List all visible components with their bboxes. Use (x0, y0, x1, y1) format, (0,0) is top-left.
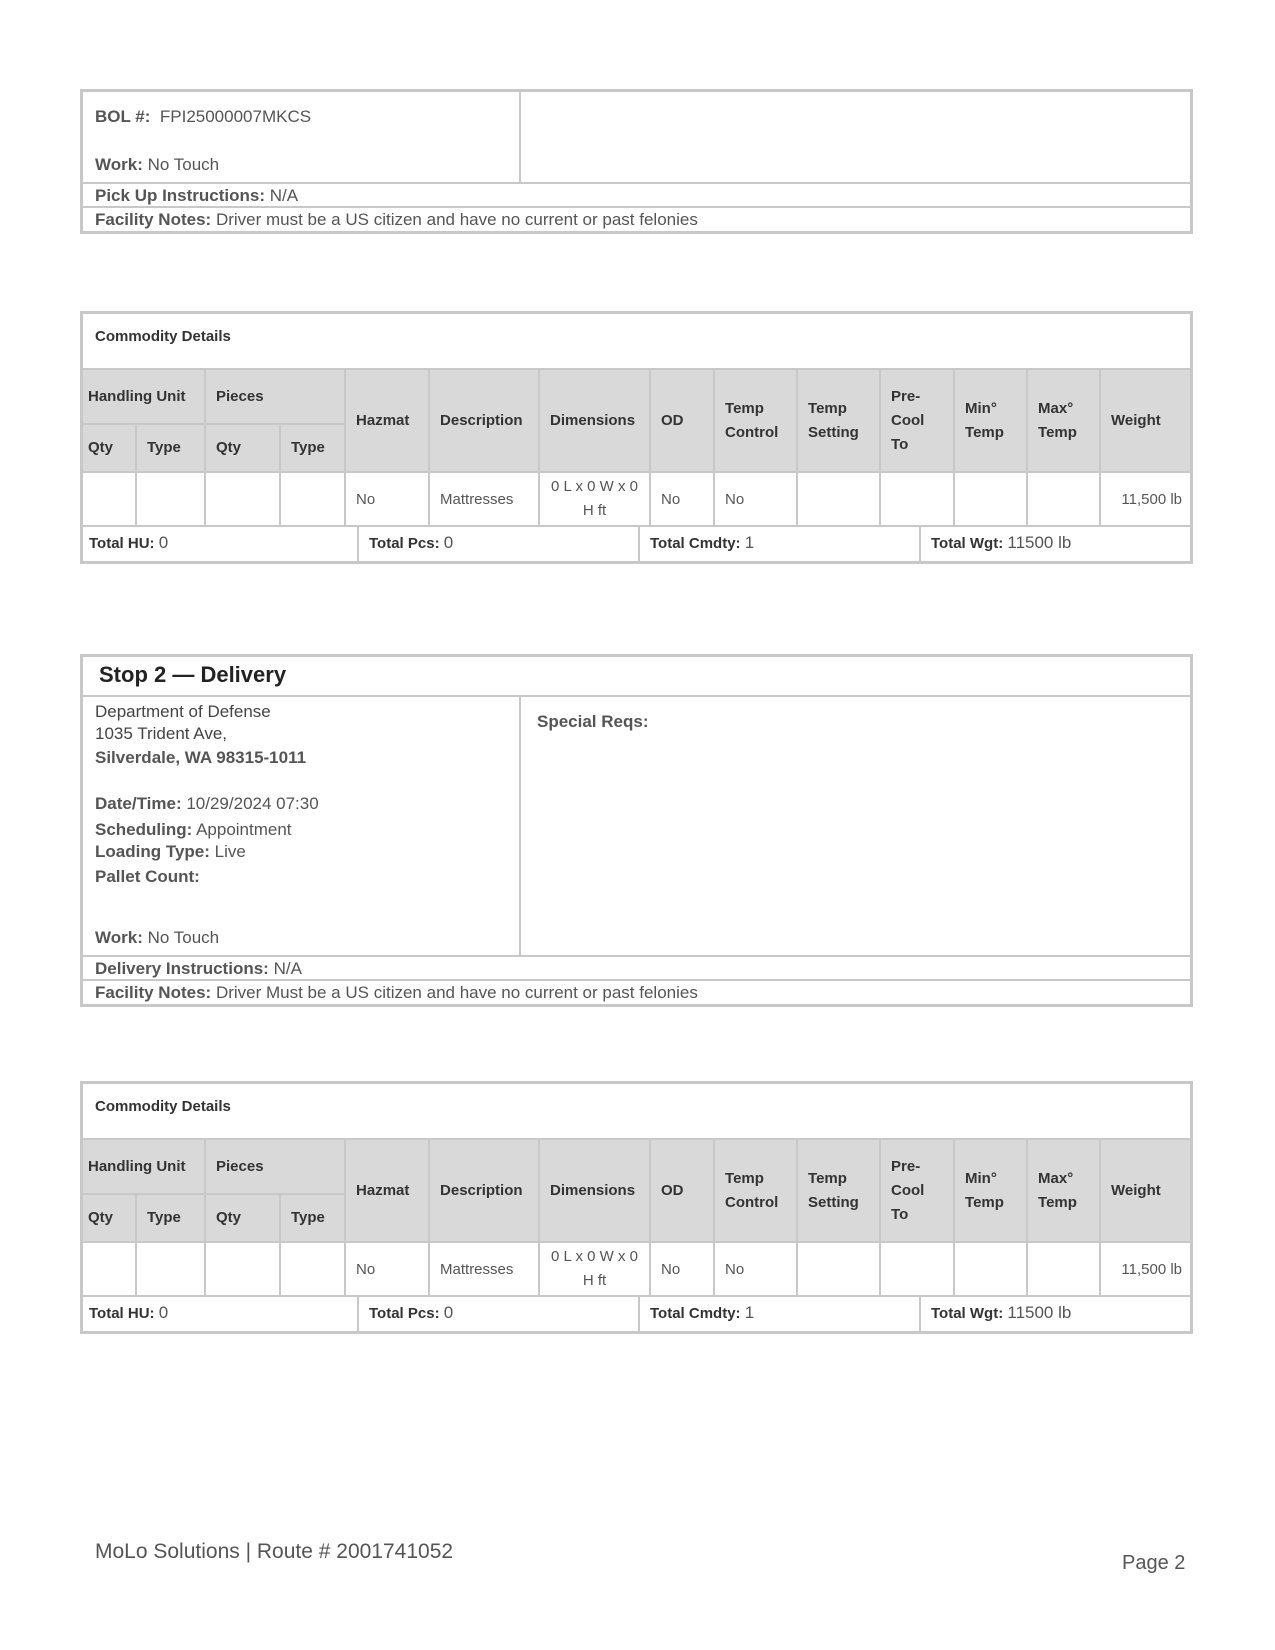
cell-temp-control: No (714, 472, 797, 526)
pickup-bol-cell (83, 92, 521, 182)
cell-pre-cool (880, 1242, 954, 1296)
total-pcs (359, 527, 640, 561)
loading-value: Live (214, 842, 246, 861)
total-cmdty (640, 1297, 921, 1331)
pickup-instructions-label: Pick Up Instructions: (95, 186, 266, 205)
cell-max-temp (1027, 472, 1100, 526)
total-cmdty-value: 1 (744, 1303, 755, 1322)
cell-dimensions: 0 L x 0 W x 0 H ft (539, 1242, 650, 1296)
pickup-facility-value: Driver must be a US citizen and have no current or past felonies (215, 210, 698, 229)
th-max-temp: Max° Temp (1027, 1140, 1100, 1242)
cell-max-temp (1027, 1242, 1100, 1296)
pallet-label: Pallet Count: (95, 867, 200, 886)
commodity-details-2 (80, 1081, 1193, 1334)
total-wgt (921, 527, 1190, 561)
total-wgt-label: Total Wgt: (931, 1305, 1004, 1322)
cell-hu-type (136, 472, 205, 526)
stop-work-label: Work: (95, 928, 143, 947)
total-wgt-value: 11500 lb (1007, 1303, 1072, 1322)
cell-pre-cool (880, 472, 954, 526)
th-pcs-qty: Qty (205, 424, 280, 472)
cell-hu-qty (83, 1242, 136, 1296)
th-description: Description (429, 370, 539, 472)
commodity-totals (83, 1297, 1190, 1331)
datetime-label: Date/Time: (95, 794, 182, 813)
total-pcs-label: Total Pcs: (369, 535, 440, 552)
pickup-empty-cell (521, 92, 1190, 182)
cell-temp-setting (797, 472, 880, 526)
total-hu (83, 527, 359, 561)
th-pcs-type: Type (280, 1194, 345, 1242)
cell-description: Mattresses (429, 472, 539, 526)
th-hazmat: Hazmat (345, 1140, 429, 1242)
commodity-table (83, 1140, 1190, 1297)
cell-min-temp (954, 472, 1027, 526)
commodity-title: Commodity Details (83, 1084, 1190, 1140)
footer-page-number: Page 2 (1122, 1552, 1186, 1574)
total-hu (83, 1297, 359, 1331)
cell-od: No (650, 472, 714, 526)
work-value: No Touch (147, 155, 220, 174)
stop-address-line: 1035 Trident Ave, (95, 724, 228, 743)
th-max-temp: Max° Temp (1027, 370, 1100, 472)
th-hu-type: Type (136, 1194, 205, 1242)
th-hu-qty: Qty (83, 424, 136, 472)
loading-label: Loading Type: (95, 842, 210, 861)
delivery-facility-value: Driver Must be a US citizen and have no current or past felonies (215, 983, 698, 1002)
cell-pcs-qty (205, 1242, 280, 1296)
bol-value: FPI25000007MKCS (159, 107, 312, 126)
commodity-row (83, 472, 1190, 526)
th-temp-setting: Temp Setting (797, 1140, 880, 1242)
total-pcs-value: 0 (443, 1303, 454, 1322)
total-cmdty (640, 527, 921, 561)
stop-company-name: Department of Defense (95, 702, 271, 721)
scheduling-value: Appointment (196, 820, 292, 839)
th-dimensions: Dimensions (539, 1140, 650, 1242)
th-min-temp: Min° Temp (954, 1140, 1027, 1242)
th-temp-control: Temp Control (714, 1140, 797, 1242)
th-pieces: Pieces (205, 370, 345, 424)
total-wgt-label: Total Wgt: (931, 535, 1004, 552)
cell-pcs-qty (205, 472, 280, 526)
cell-hazmat: No (345, 1242, 429, 1296)
stop-2-box (80, 654, 1193, 1007)
cell-pcs-type (280, 472, 345, 526)
cell-weight: 11,500 lb (1100, 472, 1190, 526)
special-reqs-label: Special Reqs: (537, 712, 649, 731)
pickup-instructions-value: N/A (269, 186, 299, 205)
cell-hu-type (136, 1242, 205, 1296)
cell-hu-qty (83, 472, 136, 526)
total-pcs (359, 1297, 640, 1331)
cell-weight: 11,500 lb (1100, 1242, 1190, 1296)
commodity-totals (83, 527, 1190, 561)
th-weight: Weight (1100, 370, 1190, 472)
total-wgt-value: 11500 lb (1007, 533, 1072, 552)
th-hazmat: Hazmat (345, 370, 429, 472)
total-hu-label: Total HU: (89, 535, 155, 552)
th-min-temp: Min° Temp (954, 370, 1027, 472)
th-od: OD (650, 370, 714, 472)
th-pcs-qty: Qty (205, 1194, 280, 1242)
stop-title: Stop 2 — Delivery (99, 662, 287, 687)
th-pre-cool: Pre-Cool To (880, 1140, 954, 1242)
total-pcs-label: Total Pcs: (369, 1305, 440, 1322)
cell-od: No (650, 1242, 714, 1296)
th-hu-qty: Qty (83, 1194, 136, 1242)
th-temp-control: Temp Control (714, 370, 797, 472)
th-temp-setting: Temp Setting (797, 370, 880, 472)
total-hu-value: 0 (158, 533, 169, 552)
cell-min-temp (954, 1242, 1027, 1296)
total-hu-value: 0 (158, 1303, 169, 1322)
cell-hazmat: No (345, 472, 429, 526)
pickup-facility-label: Facility Notes: (95, 210, 212, 229)
delivery-instructions-value: N/A (273, 959, 302, 978)
cell-pcs-type (280, 1242, 345, 1296)
stop-work-value: No Touch (147, 928, 220, 947)
total-cmdty-value: 1 (744, 533, 755, 552)
th-weight: Weight (1100, 1140, 1190, 1242)
bol-label: BOL #: (95, 107, 151, 126)
delivery-facility-label: Facility Notes: (95, 983, 212, 1002)
th-pre-cool: Pre-Cool To (880, 370, 954, 472)
th-pieces: Pieces (205, 1140, 345, 1194)
pickup-info-box (80, 89, 1193, 234)
datetime-value: 10/29/2024 07:30 (186, 794, 319, 813)
scheduling-label: Scheduling: (95, 820, 193, 839)
total-wgt (921, 1297, 1190, 1331)
stop-city-state-zip: Silverdale, WA 98315-1011 (95, 748, 307, 767)
total-cmdty-label: Total Cmdty: (650, 1305, 741, 1322)
footer-route: MoLo Solutions | Route # 2001741052 (95, 1540, 454, 1563)
th-pcs-type: Type (280, 424, 345, 472)
commodity-row (83, 1242, 1190, 1296)
special-reqs-cell (521, 697, 1190, 955)
stop-address-cell (83, 697, 521, 955)
th-handling-unit: Handling Unit (83, 370, 205, 424)
cell-description: Mattresses (429, 1242, 539, 1296)
cell-temp-setting (797, 1242, 880, 1296)
commodity-details-1 (80, 311, 1193, 564)
th-description: Description (429, 1140, 539, 1242)
th-dimensions: Dimensions (539, 370, 650, 472)
work-label: Work: (95, 155, 143, 174)
th-handling-unit: Handling Unit (83, 1140, 205, 1194)
th-od: OD (650, 1140, 714, 1242)
total-pcs-value: 0 (443, 533, 454, 552)
commodity-title: Commodity Details (83, 314, 1190, 370)
cell-temp-control: No (714, 1242, 797, 1296)
th-hu-type: Type (136, 424, 205, 472)
cell-dimensions: 0 L x 0 W x 0 H ft (539, 472, 650, 526)
delivery-instructions-label: Delivery Instructions: (95, 959, 269, 978)
total-hu-label: Total HU: (89, 1305, 155, 1322)
commodity-table (83, 370, 1190, 527)
total-cmdty-label: Total Cmdty: (650, 535, 741, 552)
